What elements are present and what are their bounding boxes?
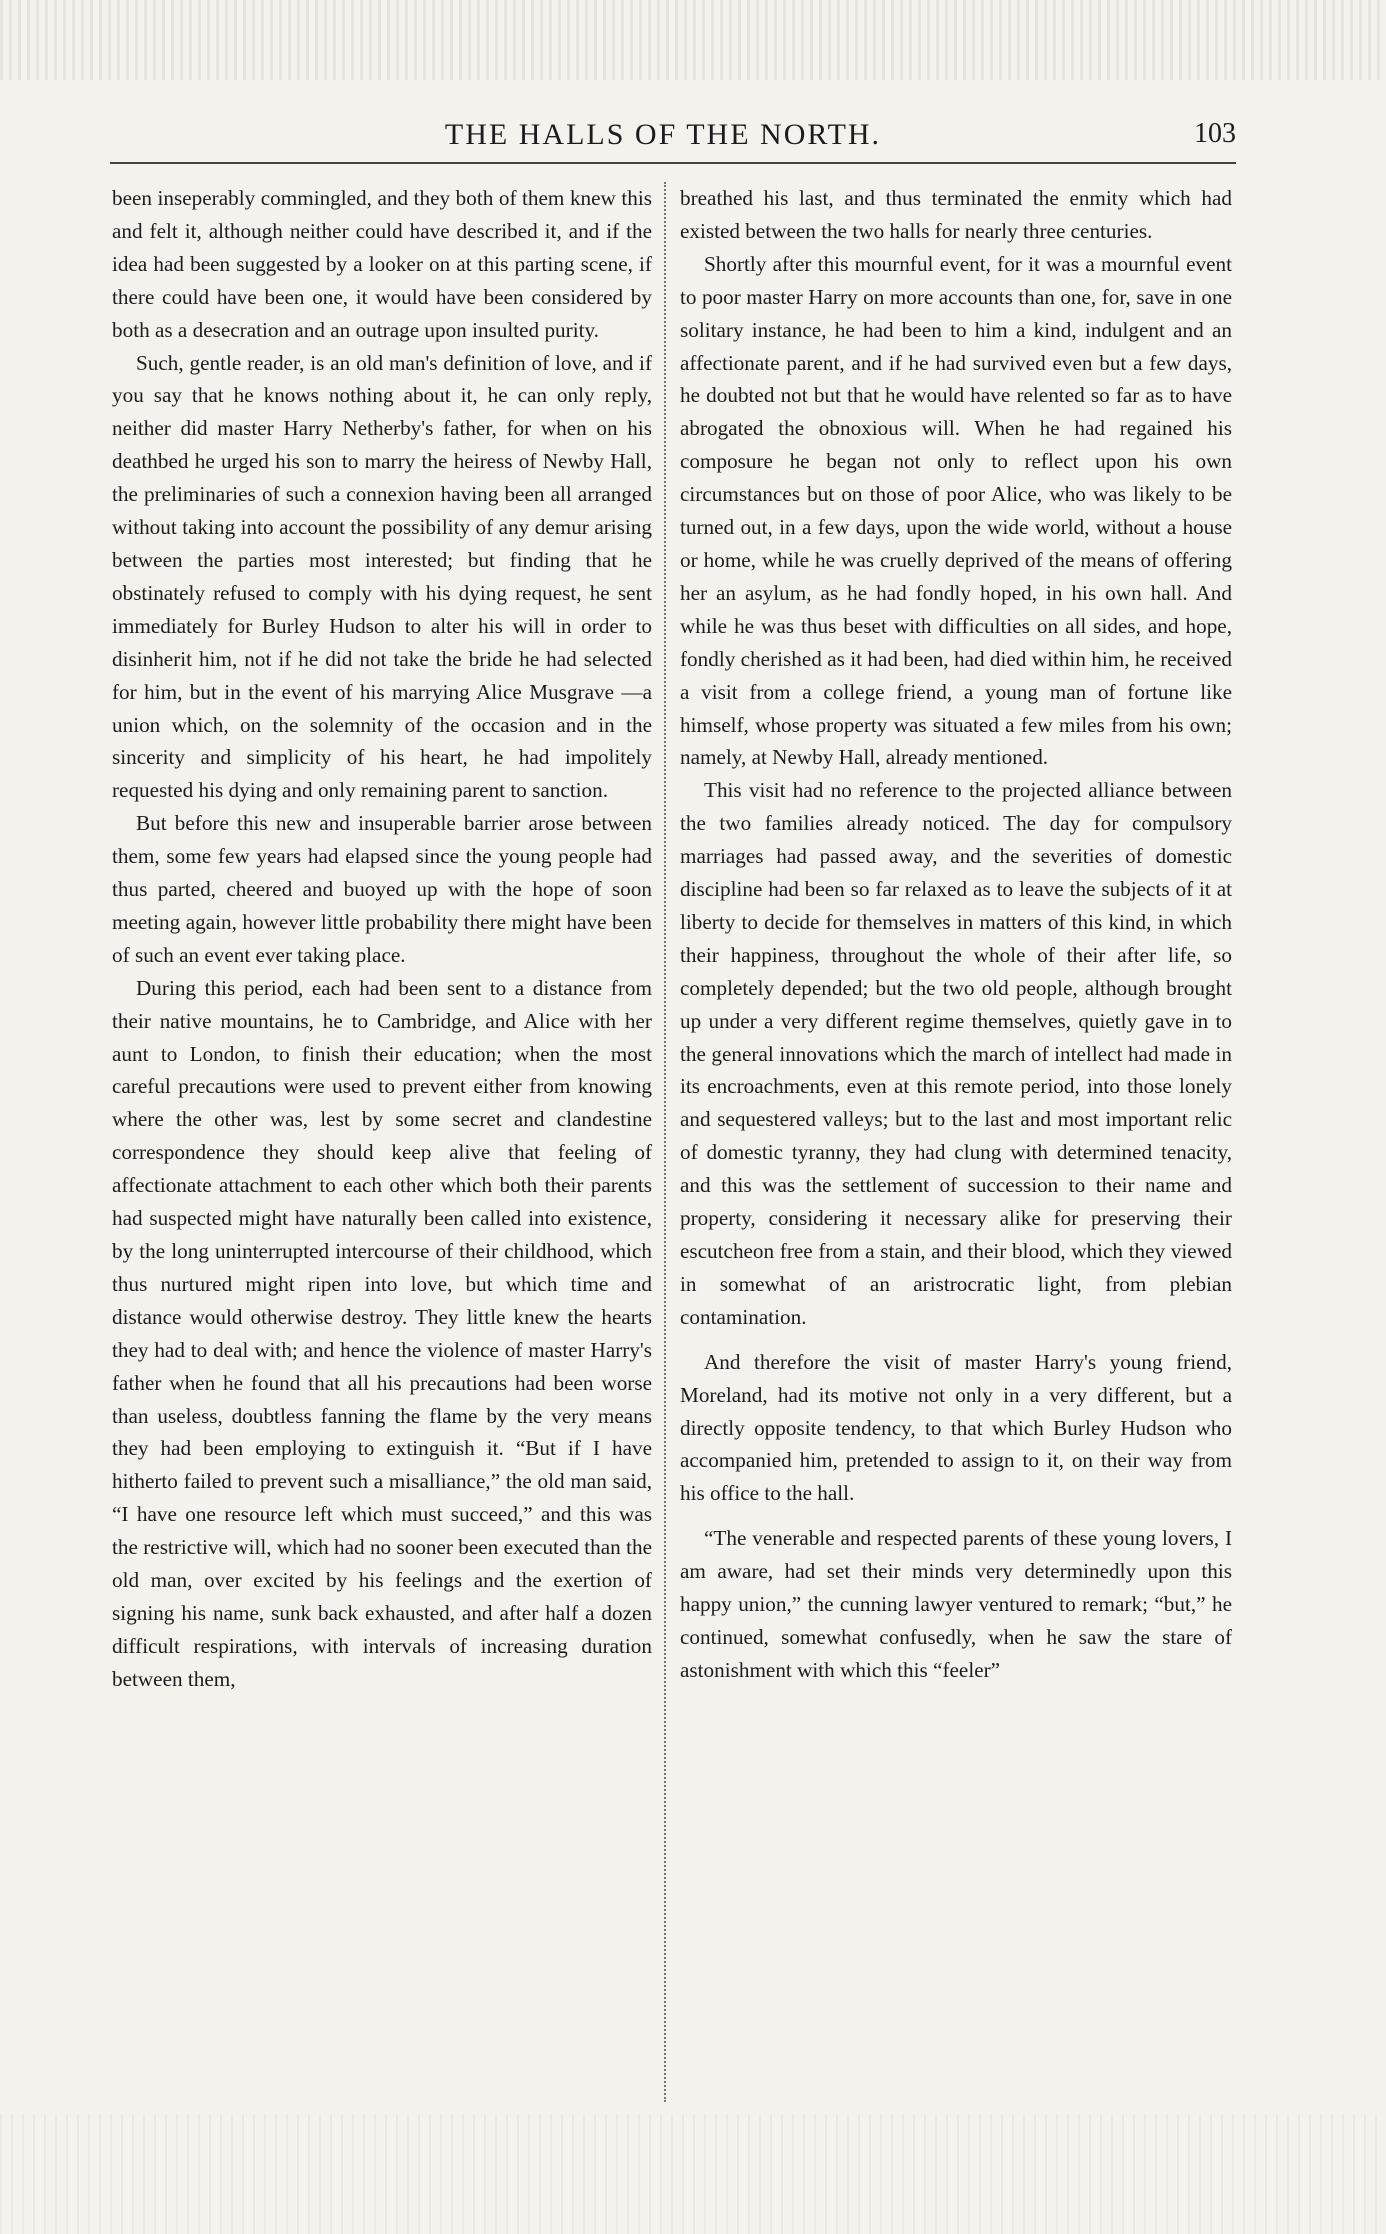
paragraph: And therefore the visit of master Harry's young friend, Moreland, had its motive not only in a very different, but a directly opposite tendency, to that which Burley Hudson who accompanied him, pretended to assign to it, on their way from his office to the hall. <box>680 1349 1232 1506</box>
column-divider <box>664 182 666 2102</box>
left-column <box>112 182 652 2102</box>
paragraph: Shortly after this mournful event, for it was a mournful event to poor master Harry on more accounts than one, for, save in one solitary instance, he had been to him a kind, indulgent and an affectionate parent, and if he had survived even but a few days, he doubted not but that he would have relented so far as to have abrogated the obnoxious will. When he had regained his composure he began not only to reflect upon his own circumstances but on those of poor Alice, who was likely to be turned out, in a few days, upon the wide world, without a house or home, while he was cruelly deprived of the means of offering her an asylum, as he had fondly hoped, in his own hall. And while he was thus beset with difficulties on all sides, and hope, fondly cherished as it had been, had died within him, he received a visit from a college friend, a young man of fortune like himself, whose property was situated a few miles from his own; namely, at Newby Hall, already mentioned. <box>680 251 1232 770</box>
paragraph: Such, gentle reader, is an old man's definition of love, and if you say that he knows nothing about it, he can only reply, neither did master Harry Netherby's father, for when on his deathbed he urged his son to marry the heiress of Newby Hall, the preliminaries of such a connexion having been all arranged without taking into account the possibility of any demur arising between the parties most interested; but finding that he obstinately refused to comply with his dying request, he sent immediately for Burley Hudson to alter his will in order to disinherit him, not if he did not take the bride he had selected for him, but in the event of his marrying Alice Musgrave —a union which, on the solemnity of the occasion and in the sincerity and simplicity of his heart, he had impolitely requested his dying and only remaining parent to sanction. <box>112 350 652 803</box>
scan-noise-bottom <box>0 2114 1386 2234</box>
paragraph: “The venerable and respected parents of these young lovers, I am aware, had set their minds very determinedly upon this happy union,” the cunning lawyer ventured to remark; “but,” he continued, somewhat confusedly, when he saw the stare of astonishment with which this “feeler” <box>680 1526 1232 1682</box>
paragraph: During this period, each had been sent to a distance from their native mountains, he to Cambridge, and Alice with her aunt to London, to finish their education; when the most careful precautions were used to prevent either from knowing where the other was, lest by some secret and clandestine correspondence they should keep alive that feeling of affectionate attachment to each other which both their parents had suspected might have naturally been called into existence, by the long uninterrupted intercourse of their childhood, which thus nurtured might ripen into love, but which time and distance would otherwise destroy. They little knew the hearts they had to deal with; and hence the violence of master Harry's father when he found that all his precautions had been worse than useless, doubtless fanning the flame by the very means they had been employing to extinguish it. “But if I have hitherto failed to prevent such a misalliance,” the old man said, “I have one resource left which must succeed,” and this was the restrictive will, which had no sooner been executed than the old man, over excited by his feelings and the exertion of signing his name, sunk back exhausted, and after half a dozen difficult respirations, with intervals of increasing duration between them, <box>112 975 652 1691</box>
page-header <box>90 118 1236 158</box>
page-number: 103 <box>1194 118 1236 149</box>
paragraph: been inseperably commingled, and they both of them knew this and felt it, although neither could have described it, and if the idea had been suggested by a looker on at this parting scene, if there could have been one, it would have been considered by both as a desecration and an outrage upon insulted purity. <box>112 186 652 342</box>
scan-noise-top <box>0 0 1386 80</box>
paragraph: But before this new and insuperable barrier arose between them, some few years had elapsed since the young people had thus parted, cheered and buoyed up with the hope of soon meeting again, however little probability there might have been of such an event ever taking place. <box>112 811 652 967</box>
right-column <box>680 182 1232 2102</box>
header-rule <box>110 162 1236 164</box>
running-title: THE HALLS OF THE NORTH. <box>444 118 882 151</box>
paragraph: This visit had no reference to the projected alliance between the two families already noticed. The day for compulsory marriages had passed away, and the severities of domestic discipline had been so far relaxed as to leave the subjects of it at liberty to decide for themselves in matters of this kind, in which their happiness, throughout the whole of their after life, so completely depended; but the two old people, although brought up under a very different regime themselves, quietly gave in to the general innovations which the march of intellect had made in its encroachments, even at this remote period, into those lonely and sequestered valleys; but to the last and most important relic of domestic tyranny, they had clung with determined tenacity, and this was the settlement of succession to their name and property, considering it necessary alike for preserving their escutcheon free from a stain, and their blood, which they viewed in somewhat of an aristrocratic light, from plebian contamination. <box>680 778 1232 1329</box>
paragraph: breathed his last, and thus terminated the enmity which had existed between the two halls for nearly three centuries. <box>680 186 1232 243</box>
